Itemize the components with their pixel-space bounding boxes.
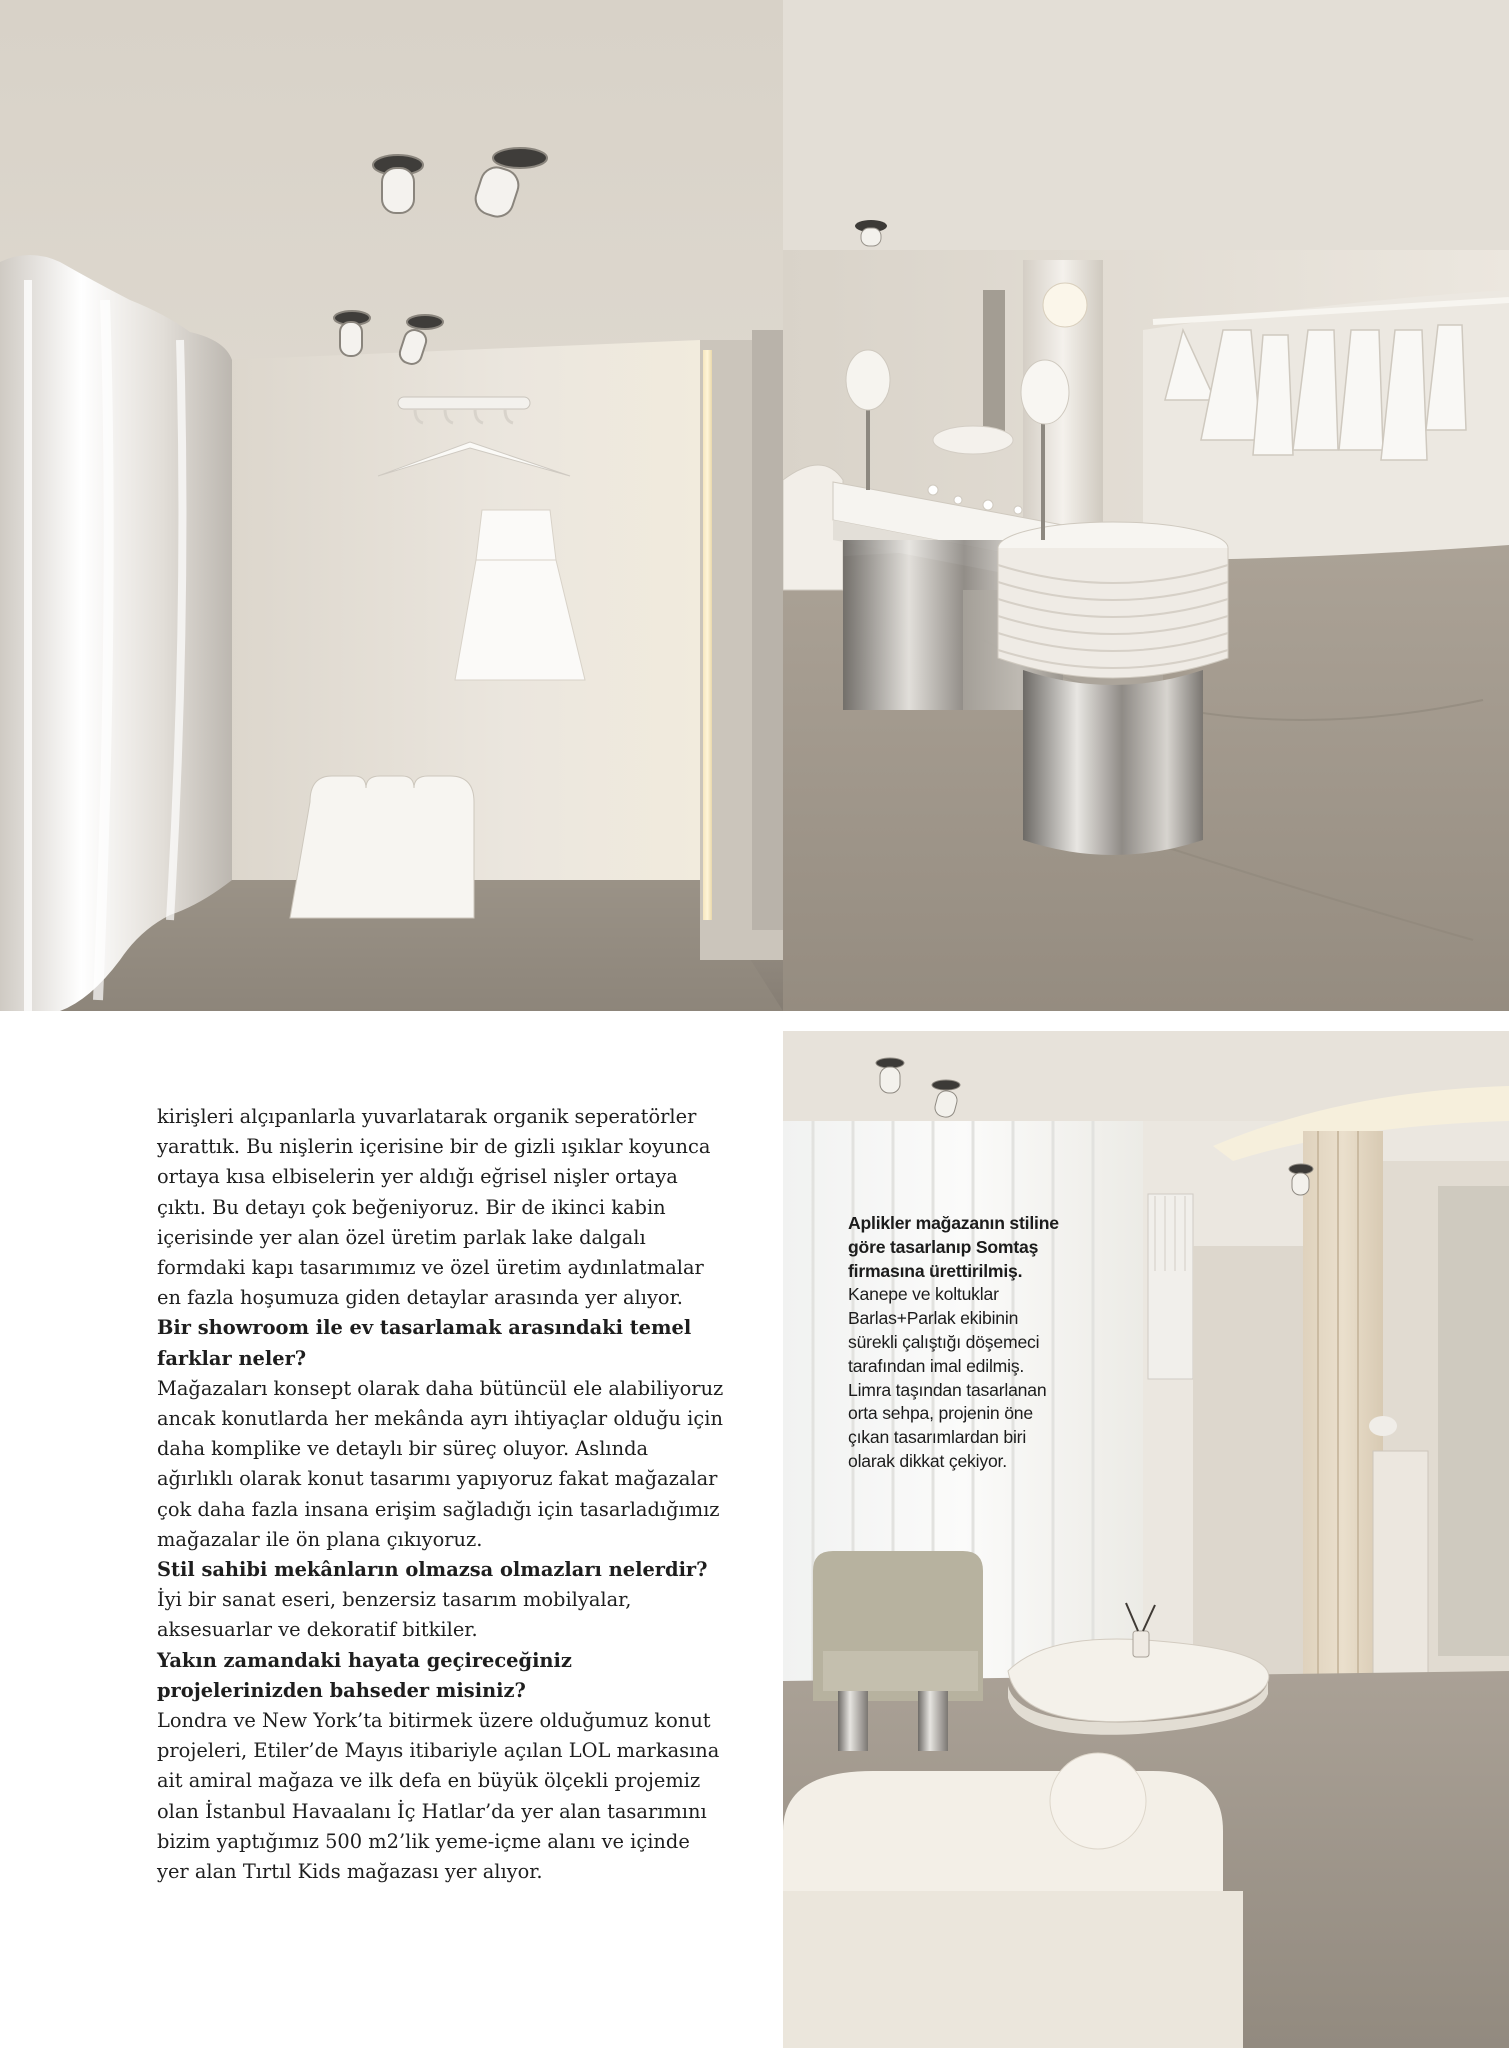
article-paragraph: İyi bir sanat eseri, benzersiz tasarım mobilyalar, aksesuarlar ve dekoratif bitkiler. [157, 1588, 632, 1642]
caption-lead: Aplikler mağazanın stiline göre tasarlanıp Somtaş firmasına ürettirilmiş. [848, 1213, 1059, 1281]
lounge-photo [783, 1031, 1509, 2048]
article-paragraph: kirişleri alçıpanlarla yuvarlatarak organik seperatörler yarattık. Bu nişlerin içerisine bir de gizli ışıklar koyunca ortaya kısa elbiselerin yer aldığı eğrisel nişler ortaya çıktı. Bu detayı çok beğeniyoruz. Bir de ikinci kabin içerisinde yer alan özel üretim parlak lake dalgalı formdaki kapı tasarımımız ve özel üretim aydınlatmalar en fazla hoşumuza giden detaylar arasında yer alıyor. [157, 1105, 711, 1310]
caption-body: Kanepe ve koltuklar Barlas+Parlak ekibinin sürekli çalıştığı döşemeci tarafından imal edilmiş. Limra taşından tasarlanan orta sehpa, projenin öne çıkan tasarımlardan biri olarak dikkat çekiyor. [848, 1284, 1047, 1471]
interview-question: Bir showroom ile ev tasarlamak arasındaki temel farklar neler? [157, 1316, 692, 1370]
showroom-photo [783, 0, 1509, 1011]
interview-question: Yakın zamandaki hayata geçireceğiniz projelerinizden bahseder misiniz? [157, 1648, 572, 1702]
photo-caption [848, 1212, 1064, 1474]
fitting-room-photo [0, 0, 783, 1011]
article-paragraph: Londra ve New York’ta bitirmek üzere olduğumuz konut projeleri, Etiler’de Mayıs itibariyle açılan LOL markasına ait amiral mağaza ve ilk defa en büyük ölçekli projemiz olan İstanbul Havaalanı İç Hatlar’da yer alan tasarımını bizim yaptığımız 500 m2’lik yeme-içme alanı ve içinde yer alan Tırtıl Kids mağazası yer alıyor. [157, 1709, 720, 1884]
article-text [157, 1102, 727, 1887]
interview-question: Stil sahibi mekânların olmazsa olmazları nelerdir? [157, 1558, 708, 1582]
article-paragraph: Mağazaları konsept olarak daha bütüncül ele alabiliyoruz ancak konutlarda her mekânda ayrı ihtiyaçlar olduğu için daha komplike ve detaylı bir süreç oluyor. Aslında ağırlıklı olarak konut tasarımı yapıyoruz fakat mağazalar çok daha fazla insana erişim sağladığı için tasarladığımız mağazalar ile ön plana çıkıyoruz. [157, 1376, 724, 1551]
